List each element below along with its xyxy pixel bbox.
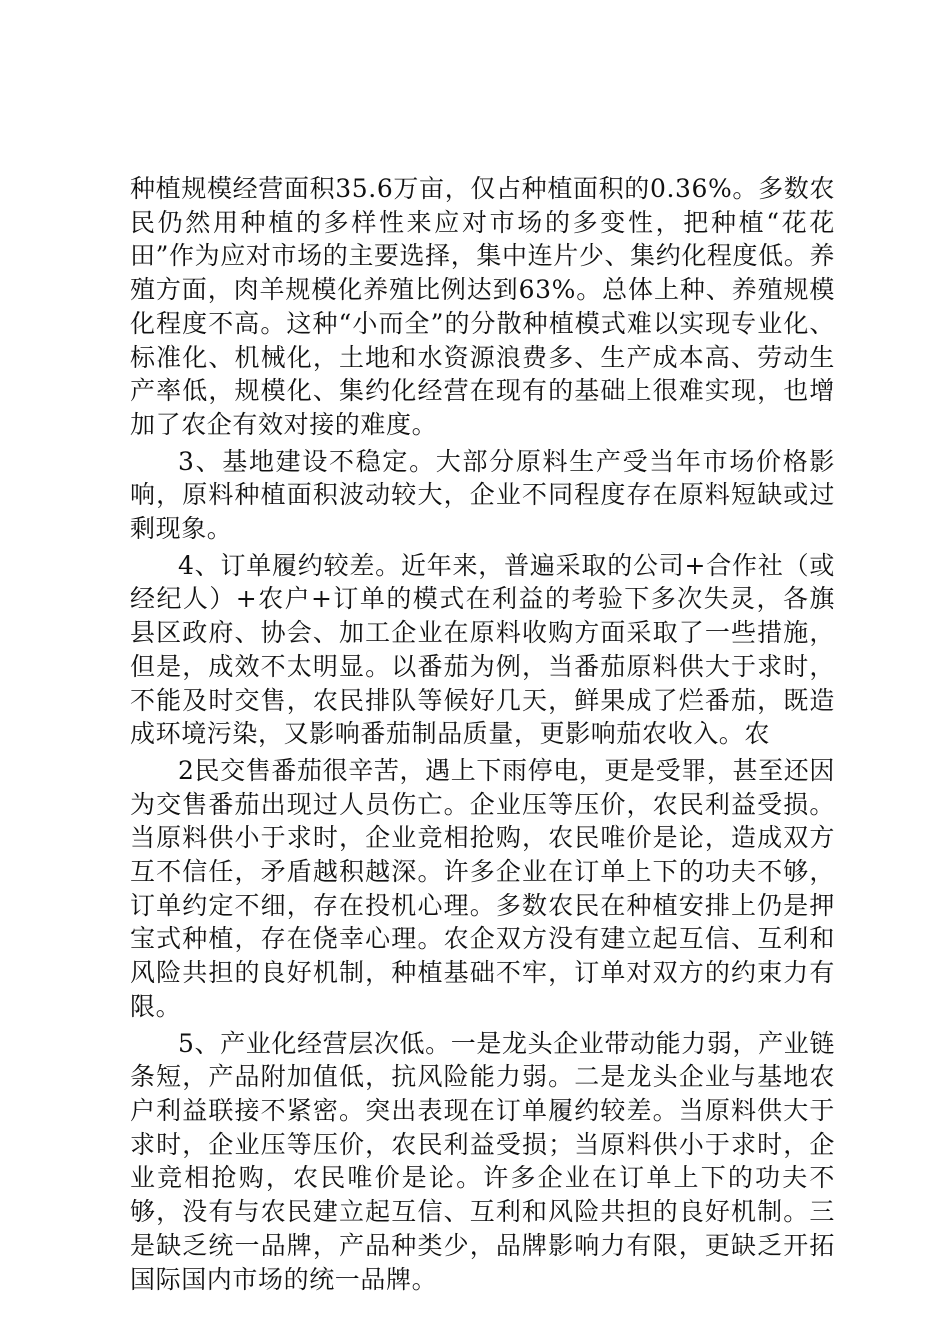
paragraph-industrialization-level: 5、产业化经营层次低。一是龙头企业带动能力弱，产业链条短，产品附加值低，抗风险能力弱。二是龙头企业与基地农户利益联接不紧密。突出表现在订单履约较差。当原料供大于求时，企业压等压价，农民利益受损；当原料供小于求时，企业竞相抢购，农民唯价是论。许多企业在订单上下的功夫不够，没有与农民建立起互信、互利和风险共担的良好机制。三是缺乏统一品牌，产品种类少，品牌影响力有限，更缺乏开拓国际国内市场的统一品牌。: [130, 1028, 835, 1294]
paragraph-tomato-delivery: 2民交售番茄很辛苦，遇上下雨停电，更是受罪，甚至还因为交售番茄出现过人员伤亡。企业压等压价，农民利益受损。当原料供小于求时，企业竞相抢购，农民唯价是论，造成双方互不信任，矛盾越积越深。许多企业在订单上下的功夫不够，订单约定不细，存在投机心理。多数农民在种植安排上仍是押宝式种植，存在侥幸心理。农企双方没有建立起互信、互利和风险共担的良好机制，种植基础不牢，订单对双方的约束力有限。: [130, 755, 835, 1021]
document-body: [130, 172, 835, 1296]
paragraph-base-construction: 3、基地建设不稳定。大部分原料生产受当年市场价格影响，原料种植面积波动较大，企业不同程度存在原料短缺或过剩现象。: [130, 446, 835, 544]
paragraph-scale-operation: 种植规模经营面积35.6万亩，仅占种植面积的0.36%。多数农民仍然用种植的多样性来应对市场的多变性，把种植“花花田”作为应对市场的主要选择，集中连片少、集约化程度低。养殖方面，肉羊规模化养殖比例达到63%。总体上种、养殖规模化程度不高。这种“小而全”的分散种植模式难以实现专业化、标准化、机械化，土地和水资源浪费多、生产成本高、劳动生产率低，规模化、集约化经营在现有的基础上很难实现，也增加了农企有效对接的难度。: [130, 174, 835, 439]
paragraph-order-fulfillment: 4、订单履约较差。近年来，普遍采取的公司+合作社（或经纪人）+农户+订单的模式在利益的考验下多次失灵，各旗县区政府、协会、加工企业在原料收购方面采取了一些措施，但是，成效不太明显。以番茄为例，当番茄原料供大于求时，不能及时交售，农民排队等候好几天，鲜果成了烂番茄，既造成环境污染，又影响番茄制品质量，更影响茄农收入。农: [130, 550, 835, 749]
